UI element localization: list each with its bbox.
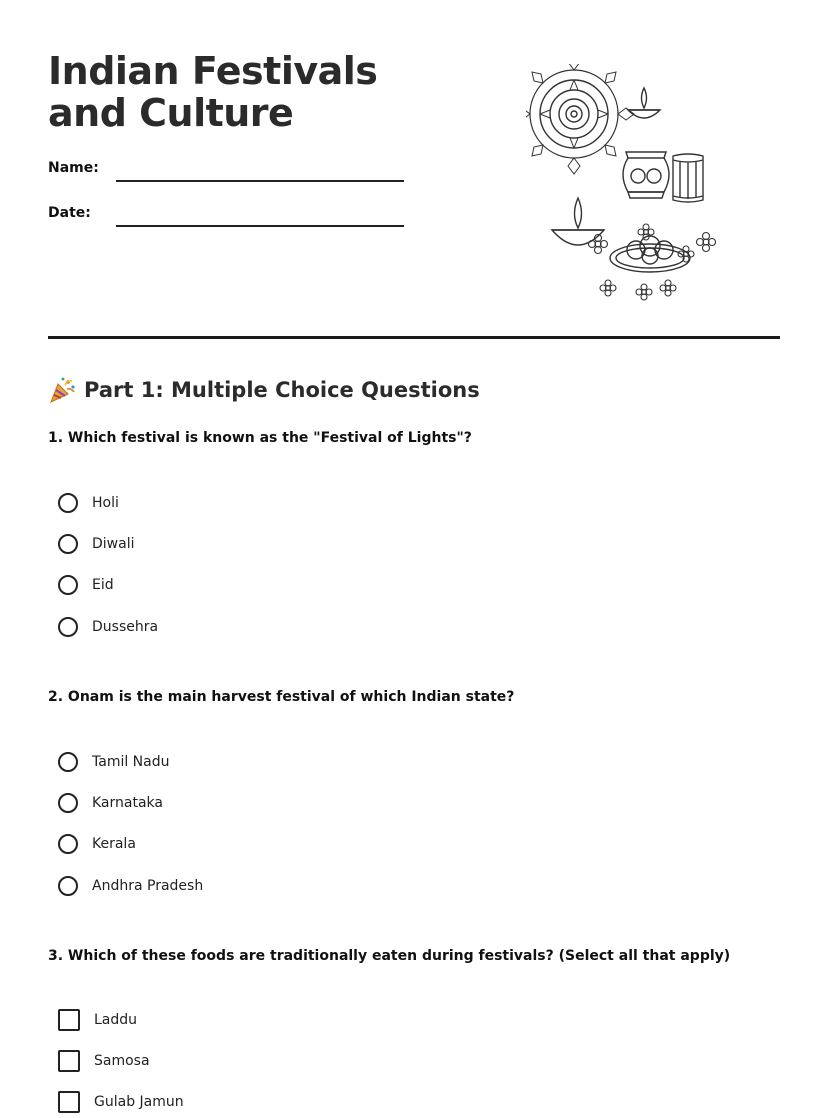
festival-items-icon — [526, 64, 726, 314]
option-label: Tamil Nadu — [92, 754, 170, 770]
radio-button[interactable] — [58, 575, 78, 595]
date-label: Date: — [48, 205, 91, 221]
checkbox[interactable] — [58, 1050, 80, 1072]
option-label: Eid — [92, 577, 114, 593]
radio-button[interactable] — [58, 493, 78, 513]
q1-option-3[interactable] — [58, 572, 114, 598]
name-line[interactable] — [116, 180, 404, 182]
q3-option-2[interactable] — [58, 1048, 150, 1074]
date-field[interactable] — [48, 205, 404, 229]
q1-option-2[interactable] — [58, 531, 134, 557]
option-label: Gulab Jamun — [94, 1094, 184, 1110]
worksheet-title: Indian Festivals and Culture — [48, 49, 378, 135]
worksheet-header — [48, 50, 780, 320]
question-1: 1. Which festival is known as the "Festival of Lights"? — [48, 430, 472, 446]
q2-option-2[interactable] — [58, 790, 163, 816]
radio-button[interactable] — [58, 534, 78, 554]
party-popper-icon — [48, 376, 76, 404]
checkbox[interactable] — [58, 1009, 80, 1031]
option-label: Kerala — [92, 836, 136, 852]
radio-button[interactable] — [58, 876, 78, 896]
radio-button[interactable] — [58, 834, 78, 854]
worksheet-page — [48, 0, 780, 1118]
date-line[interactable] — [116, 225, 404, 227]
option-label: Diwali — [92, 536, 135, 552]
q2-option-4[interactable] — [58, 873, 203, 899]
checkbox[interactable] — [58, 1091, 80, 1113]
radio-button[interactable] — [58, 617, 78, 637]
radio-button[interactable] — [58, 752, 78, 772]
option-label: Andhra Pradesh — [92, 878, 204, 894]
part1-heading — [48, 374, 480, 406]
q2-option-3[interactable] — [58, 831, 136, 857]
option-label: Samosa — [94, 1053, 150, 1069]
q3-option-1[interactable] — [58, 1007, 137, 1033]
question-3: 3. Which of these foods are traditionally eaten during festivals? (Select all that apply) — [48, 948, 731, 964]
option-label: Holi — [92, 495, 119, 511]
option-label: Dussehra — [92, 619, 159, 635]
name-field[interactable] — [48, 160, 404, 184]
radio-button[interactable] — [58, 793, 78, 813]
q2-option-1[interactable] — [58, 749, 170, 775]
q1-option-4[interactable] — [58, 614, 158, 640]
q1-option-1[interactable] — [58, 490, 119, 516]
section-divider — [48, 336, 780, 339]
option-label: Laddu — [94, 1012, 138, 1028]
question-2: 2. Onam is the main harvest festival of which Indian state? — [48, 689, 515, 705]
part1-title: Part 1: Multiple Choice Questions — [84, 378, 480, 402]
option-label: Karnataka — [92, 795, 163, 811]
name-label: Name: — [48, 160, 99, 176]
q3-option-3[interactable] — [58, 1089, 184, 1115]
